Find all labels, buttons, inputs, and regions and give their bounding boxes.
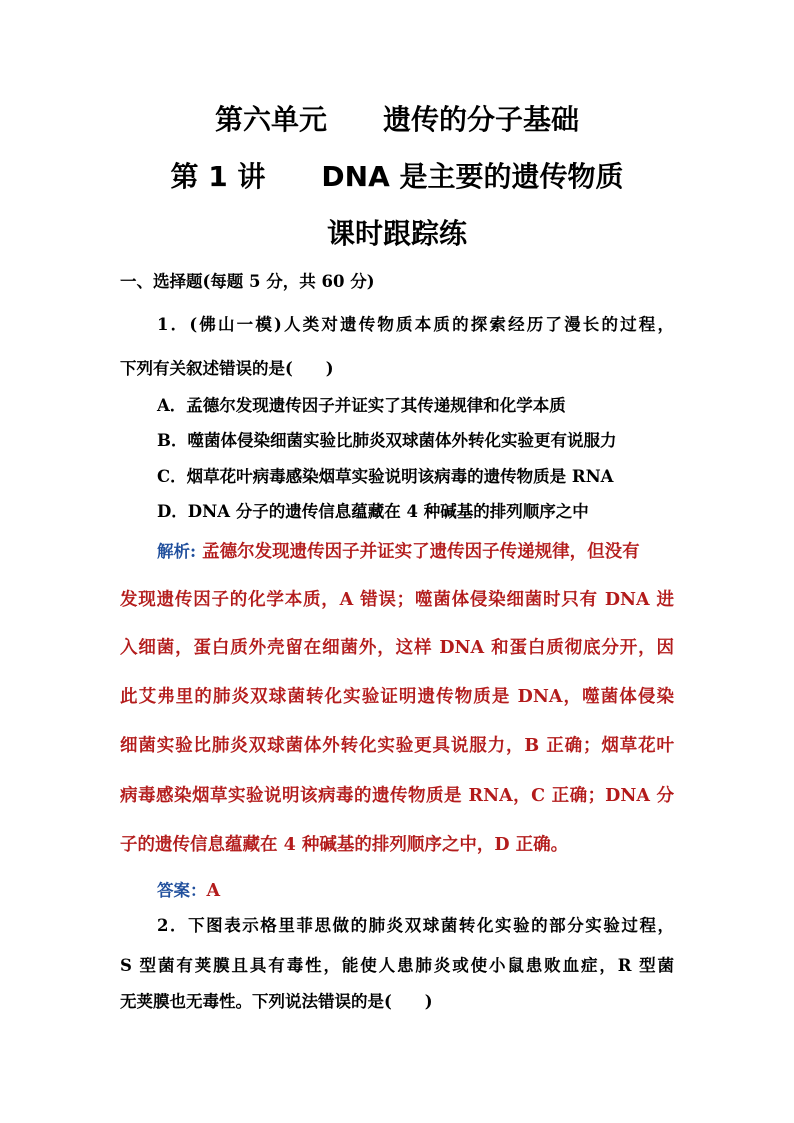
q1-analysis-line-4: 此艾弗里的肺炎双球菌转化实验证明遗传物质是 DNA，噬菌体侵染 <box>120 687 674 707</box>
q1-option-a: A．孟德尔发现遗传因子并证实了其传递规律和化学本质 <box>157 396 566 415</box>
q1-analysis-line-7: 子的遗传信息蕴藏在 4 种碱基的排列顺序之中，D 正确。 <box>120 835 569 855</box>
analysis-label: 解析: <box>157 542 197 561</box>
q1-analysis-line-2: 发现遗传因子的化学本质，A 错误；噬菌体侵染细菌时只有 DNA 进 <box>120 590 674 610</box>
q1-option-c: C．烟草花叶病毒感染烟草实验说明该病毒的遗传物质是 RNA <box>157 467 614 486</box>
answer-value: A <box>206 881 221 901</box>
section-heading: 一、选择题(每题 5 分，共 60 分) <box>120 272 375 291</box>
q1-stem-line-2: 下列有关叙述错误的是( ) <box>120 359 334 378</box>
analysis-text-1: 孟德尔发现遗传因子并证实了遗传因子传递规律，但没有 <box>196 542 640 562</box>
exercise-subtitle: 课时跟踪练 <box>326 217 467 250</box>
q1-analysis-line-6: 病毒感染烟草实验说明该病毒的遗传物质是 RNA，C 正确；DNA 分 <box>120 786 674 806</box>
unit-title: 第六单元 遗传的分子基础 <box>214 103 579 136</box>
q1-analysis-line-3: 入细菌，蛋白质外壳留在细菌外，这样 DNA 和蛋白质彻底分开，因 <box>120 638 674 658</box>
lecture-title: 第 1 讲 DNA 是主要的遗传物质 <box>170 160 624 193</box>
q1-stem-line-1: 1．(佛山一模)人类对遗传物质本质的探索经历了漫长的过程， <box>157 315 674 334</box>
q2-stem-line-2: S 型菌有荚膜且具有毒性，能使人患肺炎或使小鼠患败血症，R 型菌 <box>120 956 674 975</box>
q1-option-b: B．噬菌体侵染细菌实验比肺炎双球菌体外转化实验更有说服力 <box>157 431 617 450</box>
q1-analysis-line-5: 细菌实验比肺炎双球菌体外转化实验更具说服力，B 正确；烟草花叶 <box>120 736 674 756</box>
answer-label: 答案： <box>157 881 207 900</box>
q2-stem-line-3: 无荚膜也无毒性。下列说法错误的是( ) <box>120 992 433 1011</box>
q1-option-d: D．DNA 分子的遗传信息蕴藏在 4 种碱基的排列顺序之中 <box>157 502 589 521</box>
q1-analysis-line-1 <box>157 538 674 563</box>
q1-answer <box>157 877 717 901</box>
q2-stem-line-1: 2．下图表示格里菲思做的肺炎双球菌转化实验的部分实验过程， <box>157 916 674 935</box>
